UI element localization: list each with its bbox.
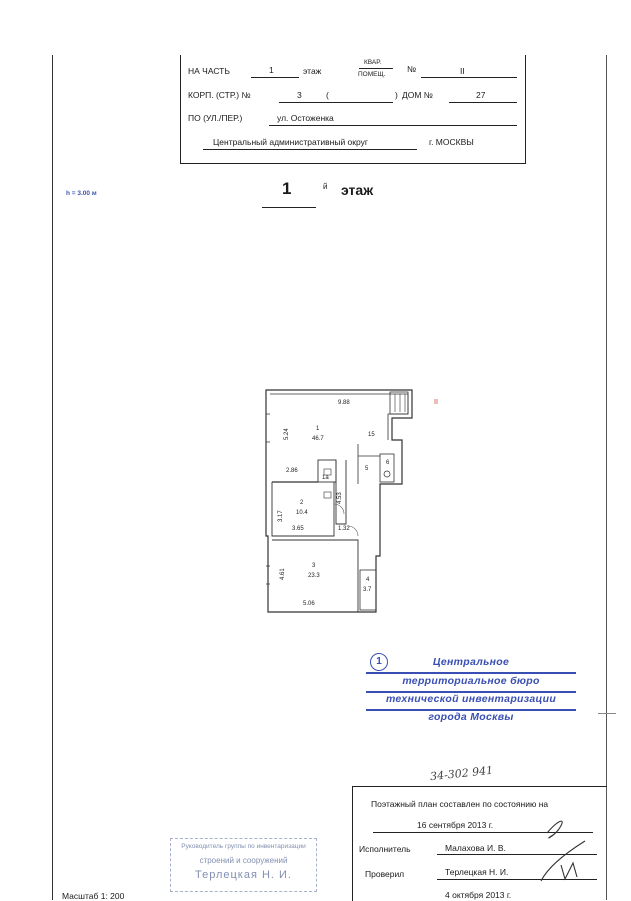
corridor-walls <box>336 460 346 524</box>
part-label: НА ЧАСТЬ <box>188 66 230 76</box>
street-underline <box>269 125 517 126</box>
dim-width-mid: 2.86 <box>286 468 298 474</box>
floor-ordinal-suffix: й <box>323 182 328 191</box>
stamp-line-3: технической инвентаризации <box>385 693 557 705</box>
dim-top: 9.88 <box>338 400 350 406</box>
dim-left-mid: 3.17 <box>278 510 284 522</box>
no-value: II <box>460 66 465 76</box>
korp-value: 3 <box>297 90 302 100</box>
footer-box <box>352 786 607 901</box>
stamp-circle-number: 1 <box>370 653 388 671</box>
floor-label: этаж <box>303 66 322 76</box>
stamp-line-2: территориальное бюро <box>402 675 540 687</box>
street-value: ул. Остоженка <box>277 113 334 123</box>
part-value: 1 <box>269 65 274 75</box>
dim-left-lower: 4.61 <box>280 568 286 580</box>
group-stamp <box>170 838 317 892</box>
dim-width-small: 1.32 <box>338 526 350 532</box>
street-label: ПО (УЛ./ПЕР.) <box>188 113 243 123</box>
door-arc-2 <box>334 504 344 514</box>
district-value: Центральный административный округ <box>213 137 368 147</box>
ceiling-height-note: h = 3.00 м <box>66 190 97 197</box>
dim-side-15: 15 <box>368 432 375 438</box>
room-4-number: 4 <box>366 577 370 583</box>
room-3-number: 3 <box>312 563 316 569</box>
room-3-area: 23.3 <box>308 573 320 579</box>
scale-label: Масштаб 1: 200 <box>62 891 125 901</box>
pomesch-label: ПОМЕЩ. <box>358 71 386 78</box>
dom-label: ДОМ № <box>402 90 433 100</box>
dim-left-upper: 5.24 <box>284 428 290 440</box>
room-5-number: 5 <box>365 466 369 472</box>
floor-underline <box>262 207 316 208</box>
signatures <box>539 815 599 895</box>
handwritten-inventory-number: 34-302 941 <box>429 763 494 784</box>
korp-paren-close: ) <box>395 90 398 100</box>
checked-name: Терлецкая Н. И. <box>445 867 509 877</box>
no-label: № <box>407 64 417 74</box>
stamp-line-4: города Москвы <box>428 711 514 723</box>
toilet-fixture <box>384 471 390 477</box>
page-border-left <box>52 55 53 900</box>
dim-bottom: 5.06 <box>303 601 315 607</box>
floor-word: этаж <box>341 182 374 198</box>
kvar-fraction-line <box>359 68 393 69</box>
group-stamp-line-2: строений и сооружений <box>199 856 288 865</box>
room-1a-number: 1а <box>322 475 329 481</box>
dom-value: 27 <box>476 90 486 100</box>
room-1-number: 1 <box>316 426 320 432</box>
district-underline <box>203 149 417 150</box>
checked-date: 4 октября 2013 г. <box>445 890 512 900</box>
group-stamp-line-3: Терлецкая Н. И. <box>194 869 292 881</box>
korp-underline <box>279 102 393 103</box>
room-1-area: 46.7 <box>312 436 324 442</box>
stamp-rule-1 <box>366 672 576 674</box>
fixture-corridor <box>324 492 331 498</box>
part-underline <box>251 77 299 78</box>
korp-label: КОРП. (СТР.) № <box>188 90 251 100</box>
group-stamp-line-1: Руководитель группы по инвентаризации <box>181 843 306 850</box>
floor-plan <box>262 384 442 620</box>
room-2-number: 2 <box>300 500 304 506</box>
no-underline <box>421 77 517 78</box>
edge-mark <box>598 713 616 714</box>
city-value: г. МОСКВЫ <box>429 137 474 147</box>
floor-number: 1 <box>282 179 292 198</box>
plan-marker: II <box>434 399 438 406</box>
room-6-number: 6 <box>386 460 390 466</box>
compiled-date: 16 сентября 2013 г. <box>417 820 494 830</box>
kvar-label: КВАР. <box>364 59 382 66</box>
page-border-right <box>606 55 607 900</box>
room-6-walls <box>380 454 394 482</box>
bureau-stamp <box>362 650 580 723</box>
executor-name: Малахова И. В. <box>445 843 506 853</box>
stamp-line-1: Центральное <box>432 656 510 668</box>
checked-label: Проверил <box>365 869 405 879</box>
dim-corridor: 4.53 <box>337 492 343 504</box>
executor-label: Исполнитель <box>359 844 411 854</box>
dom-underline <box>449 102 517 103</box>
room-2-area: 10.4 <box>296 510 308 516</box>
korp-paren-open: ( <box>326 90 329 100</box>
dim-width-room2: 3.65 <box>292 526 304 532</box>
header-box <box>180 55 526 164</box>
compiled-label: Поэтажный план составлен по состоянию на <box>371 799 549 809</box>
room-5-walls <box>358 444 380 484</box>
stair-lines <box>395 394 405 412</box>
room-4-area: 3.7 <box>363 587 372 593</box>
